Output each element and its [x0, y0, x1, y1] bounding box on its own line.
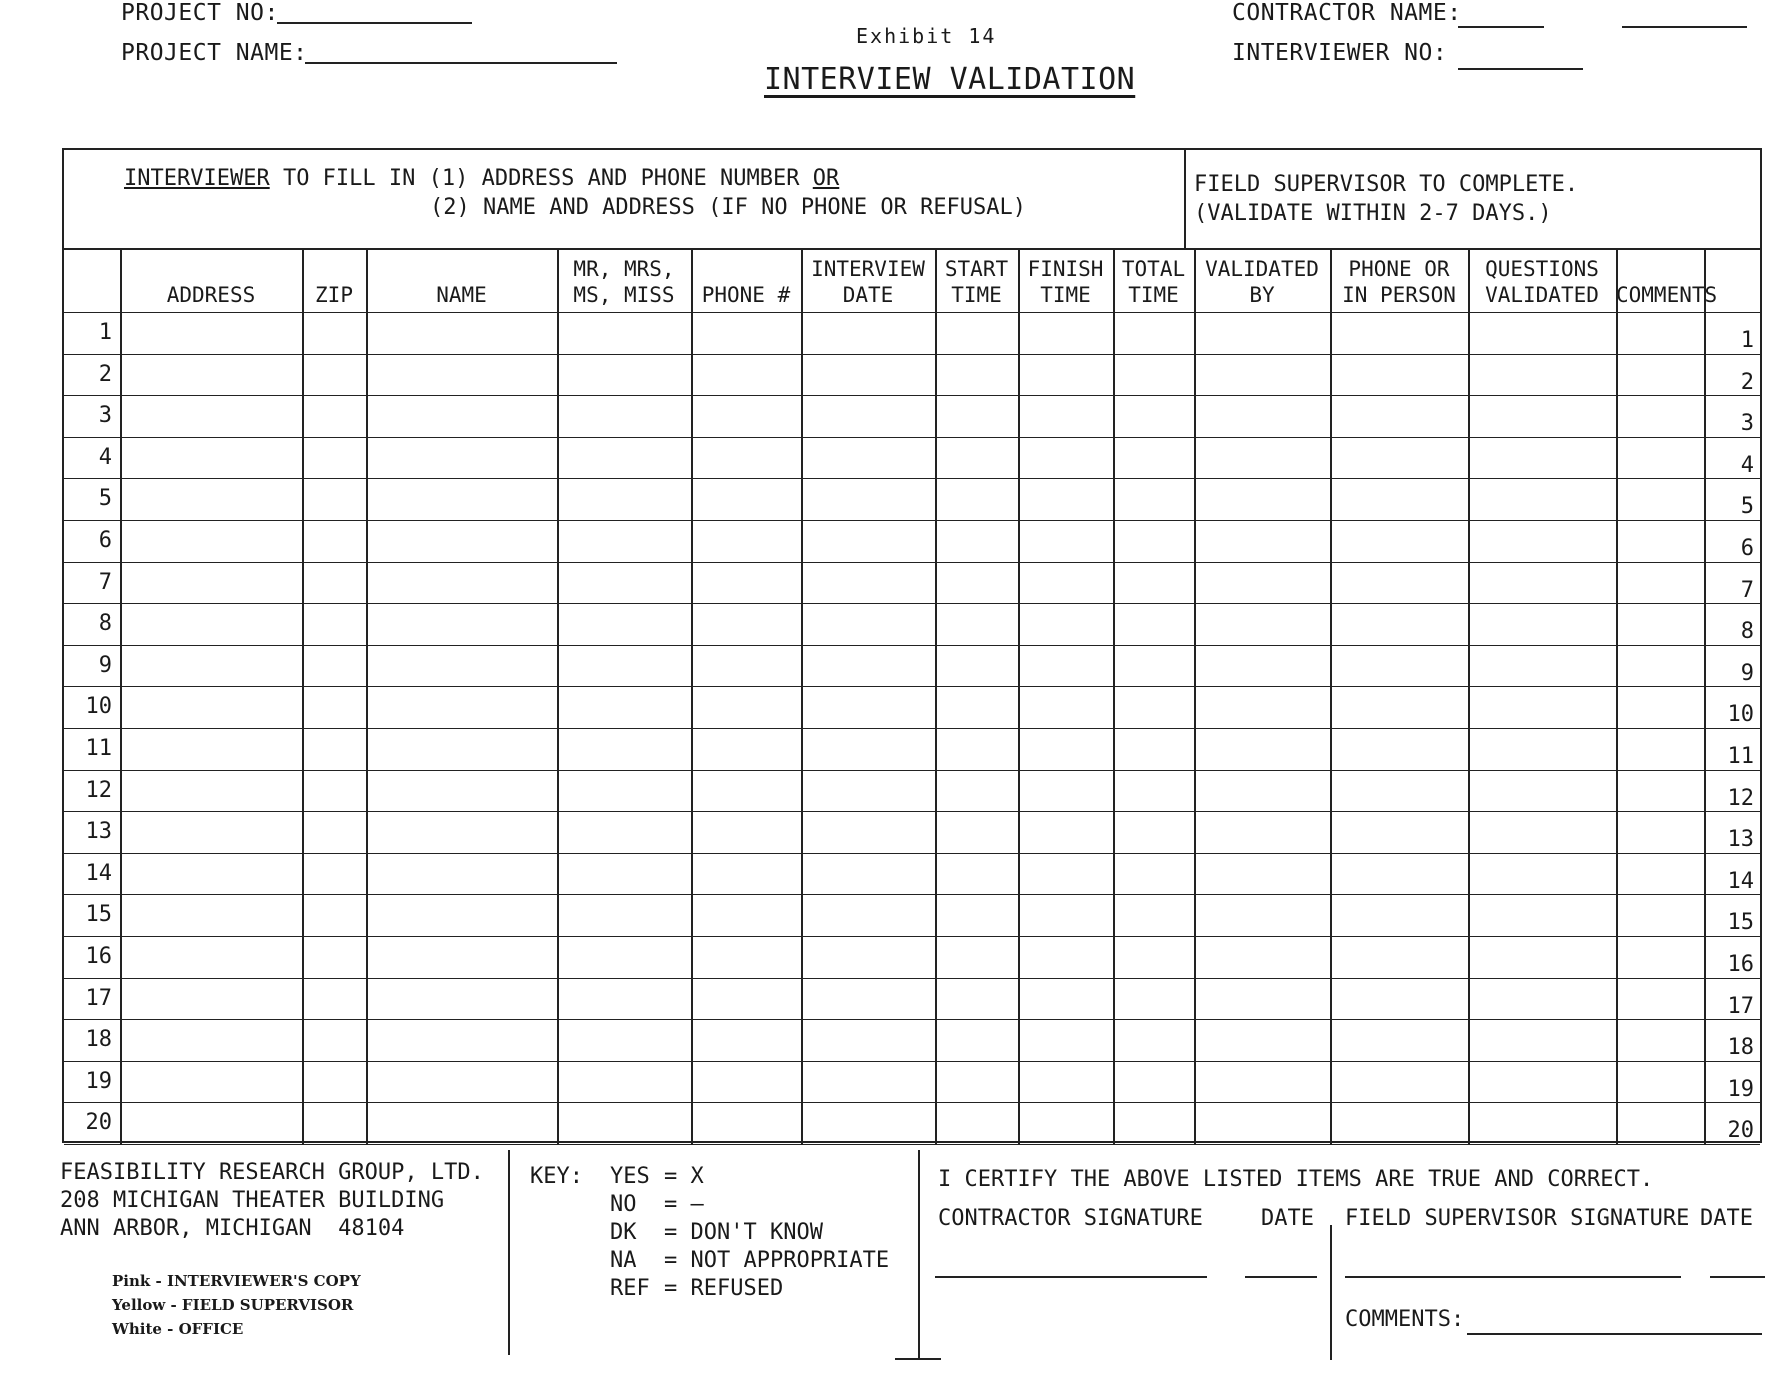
row-number-right: 10: [1727, 702, 1754, 728]
supervisor-signature-field[interactable]: [1345, 1276, 1681, 1278]
key-code: NO: [610, 1192, 637, 1217]
contractor-date-label: DATE: [1261, 1206, 1314, 1231]
row-number-right: 9: [1740, 660, 1754, 686]
row-number-right: 14: [1727, 868, 1754, 894]
table-row[interactable]: [64, 770, 1760, 771]
column-header-total-time: TOTAL TIME: [1121, 257, 1186, 307]
row-number-left: 17: [85, 985, 112, 1011]
key-label: KEY:: [530, 1164, 583, 1189]
column-rule: [1468, 248, 1470, 1144]
row-number-left: 7: [98, 569, 112, 595]
key-meaning: = —: [664, 1192, 704, 1217]
row-number-right: 17: [1727, 993, 1754, 1019]
key-meaning: = NOT APPROPRIATE: [664, 1248, 890, 1273]
supervisor-instructions-line-2: (VALIDATE WITHIN 2-7 DAYS.): [1194, 201, 1552, 226]
certify-statement: I CERTIFY THE ABOVE LISTED ITEMS ARE TRUE AND CORRECT.: [938, 1167, 1654, 1192]
column-header-finish-time: FINISH TIME: [1027, 257, 1104, 307]
key-meaning: = REFUSED: [664, 1276, 784, 1301]
table-row[interactable]: [64, 478, 1760, 479]
row-number-left: 8: [98, 611, 112, 637]
key-code: REF: [610, 1276, 650, 1301]
row-number-left: 12: [85, 777, 112, 803]
row-number-right: 18: [1727, 1035, 1754, 1061]
row-number-right: 11: [1727, 744, 1754, 769]
footer-divider-1: [508, 1150, 510, 1355]
key-meaning: = X: [664, 1164, 704, 1189]
row-number-left: 9: [98, 652, 112, 678]
row-number-left: 1: [98, 320, 112, 345]
contractor-name-field-2[interactable]: [1622, 26, 1747, 28]
row-number-right: 8: [1740, 619, 1754, 645]
column-header-mr-mrs-ms-miss: MR, MRS, MS, MISS: [573, 257, 675, 307]
row-number-left: 4: [98, 444, 112, 470]
table-row[interactable]: [64, 1102, 1760, 1103]
row-number-right: 6: [1740, 536, 1754, 561]
company-line-3: ANN ARBOR, MICHIGAN 48104: [60, 1216, 405, 1241]
table-row[interactable]: [64, 728, 1760, 729]
row-number-left: 5: [98, 486, 112, 512]
row-number-left: 20: [85, 1110, 112, 1136]
comments-field[interactable]: [1467, 1333, 1762, 1335]
instructions-bottom-rule: [64, 248, 1760, 250]
row-number-left: 3: [98, 403, 112, 429]
row-number-right: 19: [1727, 1076, 1754, 1102]
project-name-field[interactable]: [305, 62, 617, 64]
row-number-right: 7: [1740, 577, 1754, 603]
column-header-interview-date: INTERVIEW DATE: [811, 257, 925, 307]
column-rule: [1616, 248, 1618, 1144]
row-number-right: 4: [1740, 452, 1754, 478]
column-rule: [1018, 248, 1020, 1144]
footer-divider-2: [918, 1150, 920, 1360]
table-row[interactable]: [64, 603, 1760, 604]
row-number-right: 15: [1727, 910, 1754, 936]
table-row[interactable]: [64, 520, 1760, 521]
column-rule: [557, 248, 559, 1144]
table-row[interactable]: [64, 437, 1760, 438]
row-number-left: 19: [85, 1068, 112, 1094]
table-row[interactable]: [64, 1019, 1760, 1020]
table-row[interactable]: [64, 1144, 1760, 1145]
interviewer-no-label: INTERVIEWER NO:: [1232, 40, 1448, 66]
interviewer-no-field[interactable]: [1458, 68, 1583, 70]
row-number-right: 20: [1727, 1118, 1754, 1144]
column-rule: [1194, 248, 1196, 1144]
row-number-left: 11: [85, 736, 112, 761]
row-number-left: 13: [85, 819, 112, 845]
row-number-right: 2: [1740, 369, 1754, 395]
divider-foot: [895, 1358, 941, 1360]
exhibit-label: Exhibit 14: [856, 24, 997, 48]
supervisor-signature-label: FIELD SUPERVISOR SIGNATURE: [1345, 1206, 1690, 1231]
copy-distribution-white: White - OFFICE: [112, 1320, 244, 1338]
row-number-right: 12: [1727, 785, 1754, 811]
key-code: NA: [610, 1248, 637, 1273]
footer-divider-3: [1330, 1225, 1332, 1360]
column-header-address: ADDRESS: [166, 283, 256, 307]
copy-distribution-yellow: Yellow - FIELD SUPERVISOR: [112, 1296, 354, 1314]
table-row[interactable]: [64, 562, 1760, 563]
contractor-signature-field[interactable]: [935, 1276, 1207, 1278]
row-number-left: 18: [85, 1027, 112, 1053]
instructions-divider: [1184, 150, 1186, 248]
column-rule: [302, 248, 304, 1144]
contractor-date-field[interactable]: [1245, 1276, 1317, 1278]
supervisor-date-label: DATE: [1700, 1206, 1753, 1231]
column-rule: [1113, 248, 1115, 1144]
table-row[interactable]: [64, 1061, 1760, 1062]
column-header-validated-by: VALIDATED BY: [1205, 257, 1319, 307]
row-number-left: 10: [85, 694, 112, 720]
comments-label: COMMENTS:: [1345, 1307, 1465, 1332]
column-header-start-time: START TIME: [944, 257, 1009, 307]
table-row[interactable]: [64, 853, 1760, 854]
company-line-1: FEASIBILITY RESEARCH GROUP, LTD.: [60, 1160, 484, 1185]
key-code: DK: [610, 1220, 637, 1245]
interviewer-instructions-line-2: (2) NAME AND ADDRESS (IF NO PHONE OR REFUSAL): [430, 195, 1027, 220]
row-number-left: 14: [85, 860, 112, 886]
row-number-right: 3: [1740, 411, 1754, 437]
column-rule: [366, 248, 368, 1144]
table-row[interactable]: [64, 936, 1760, 937]
column-rule: [1704, 248, 1706, 1144]
column-header-phone-or-in-person: PHONE OR IN PERSON: [1342, 257, 1456, 307]
key-code: YES: [610, 1164, 650, 1189]
project-no-label: PROJECT NO:: [121, 0, 279, 26]
table-row[interactable]: [64, 894, 1760, 895]
column-header-name: NAME: [436, 283, 487, 307]
column-header-phone: PHONE #: [701, 283, 791, 307]
row-number-right: 5: [1740, 494, 1754, 520]
column-header-zip: ZIP: [315, 283, 353, 307]
page-title: INTERVIEW VALIDATION: [764, 62, 1136, 97]
column-rule: [691, 248, 693, 1144]
table-row[interactable]: [64, 811, 1760, 812]
column-rule: [120, 248, 122, 1144]
contractor-name-field[interactable]: [1458, 26, 1544, 28]
interviewer-instructions: INTERVIEWER TO FILL IN (1) ADDRESS AND PHONE NUMBER OR: [124, 166, 840, 191]
row-number-left: 2: [98, 361, 112, 387]
column-rule: [801, 248, 803, 1144]
copy-distribution-pink: Pink - INTERVIEWER'S COPY: [112, 1272, 361, 1290]
row-number-right: 13: [1727, 827, 1754, 853]
row-number-left: 6: [98, 528, 112, 553]
column-header-comments: COMMENTS: [1616, 283, 1718, 307]
key-meaning: = DON'T KNOW: [664, 1220, 823, 1245]
row-number-right: 1: [1740, 328, 1754, 353]
column-header-questions-validated: QUESTIONS VALIDATED: [1485, 257, 1599, 307]
table-row[interactable]: [64, 978, 1760, 979]
column-rule: [935, 248, 937, 1144]
supervisor-instructions-line-1: FIELD SUPERVISOR TO COMPLETE.: [1194, 172, 1579, 197]
table-row[interactable]: [64, 645, 1760, 646]
row-number-left: 15: [85, 902, 112, 928]
contractor-signature-label: CONTRACTOR SIGNATURE: [938, 1206, 1203, 1231]
row-number-left: 16: [85, 944, 112, 969]
table-row[interactable]: [64, 395, 1760, 396]
row-number-right: 16: [1727, 952, 1754, 977]
project-name-label: PROJECT NAME:: [121, 40, 308, 66]
table-row[interactable]: [64, 354, 1760, 355]
header-bottom-rule: [64, 312, 1760, 313]
column-rule: [1330, 248, 1332, 1144]
company-line-2: 208 MICHIGAN THEATER BUILDING: [60, 1188, 445, 1213]
table-row[interactable]: [64, 686, 1760, 687]
contractor-name-label: CONTRACTOR NAME:: [1232, 0, 1462, 26]
project-no-field[interactable]: [277, 22, 472, 24]
validation-table: [62, 148, 1762, 1143]
supervisor-date-field[interactable]: [1710, 1276, 1765, 1278]
